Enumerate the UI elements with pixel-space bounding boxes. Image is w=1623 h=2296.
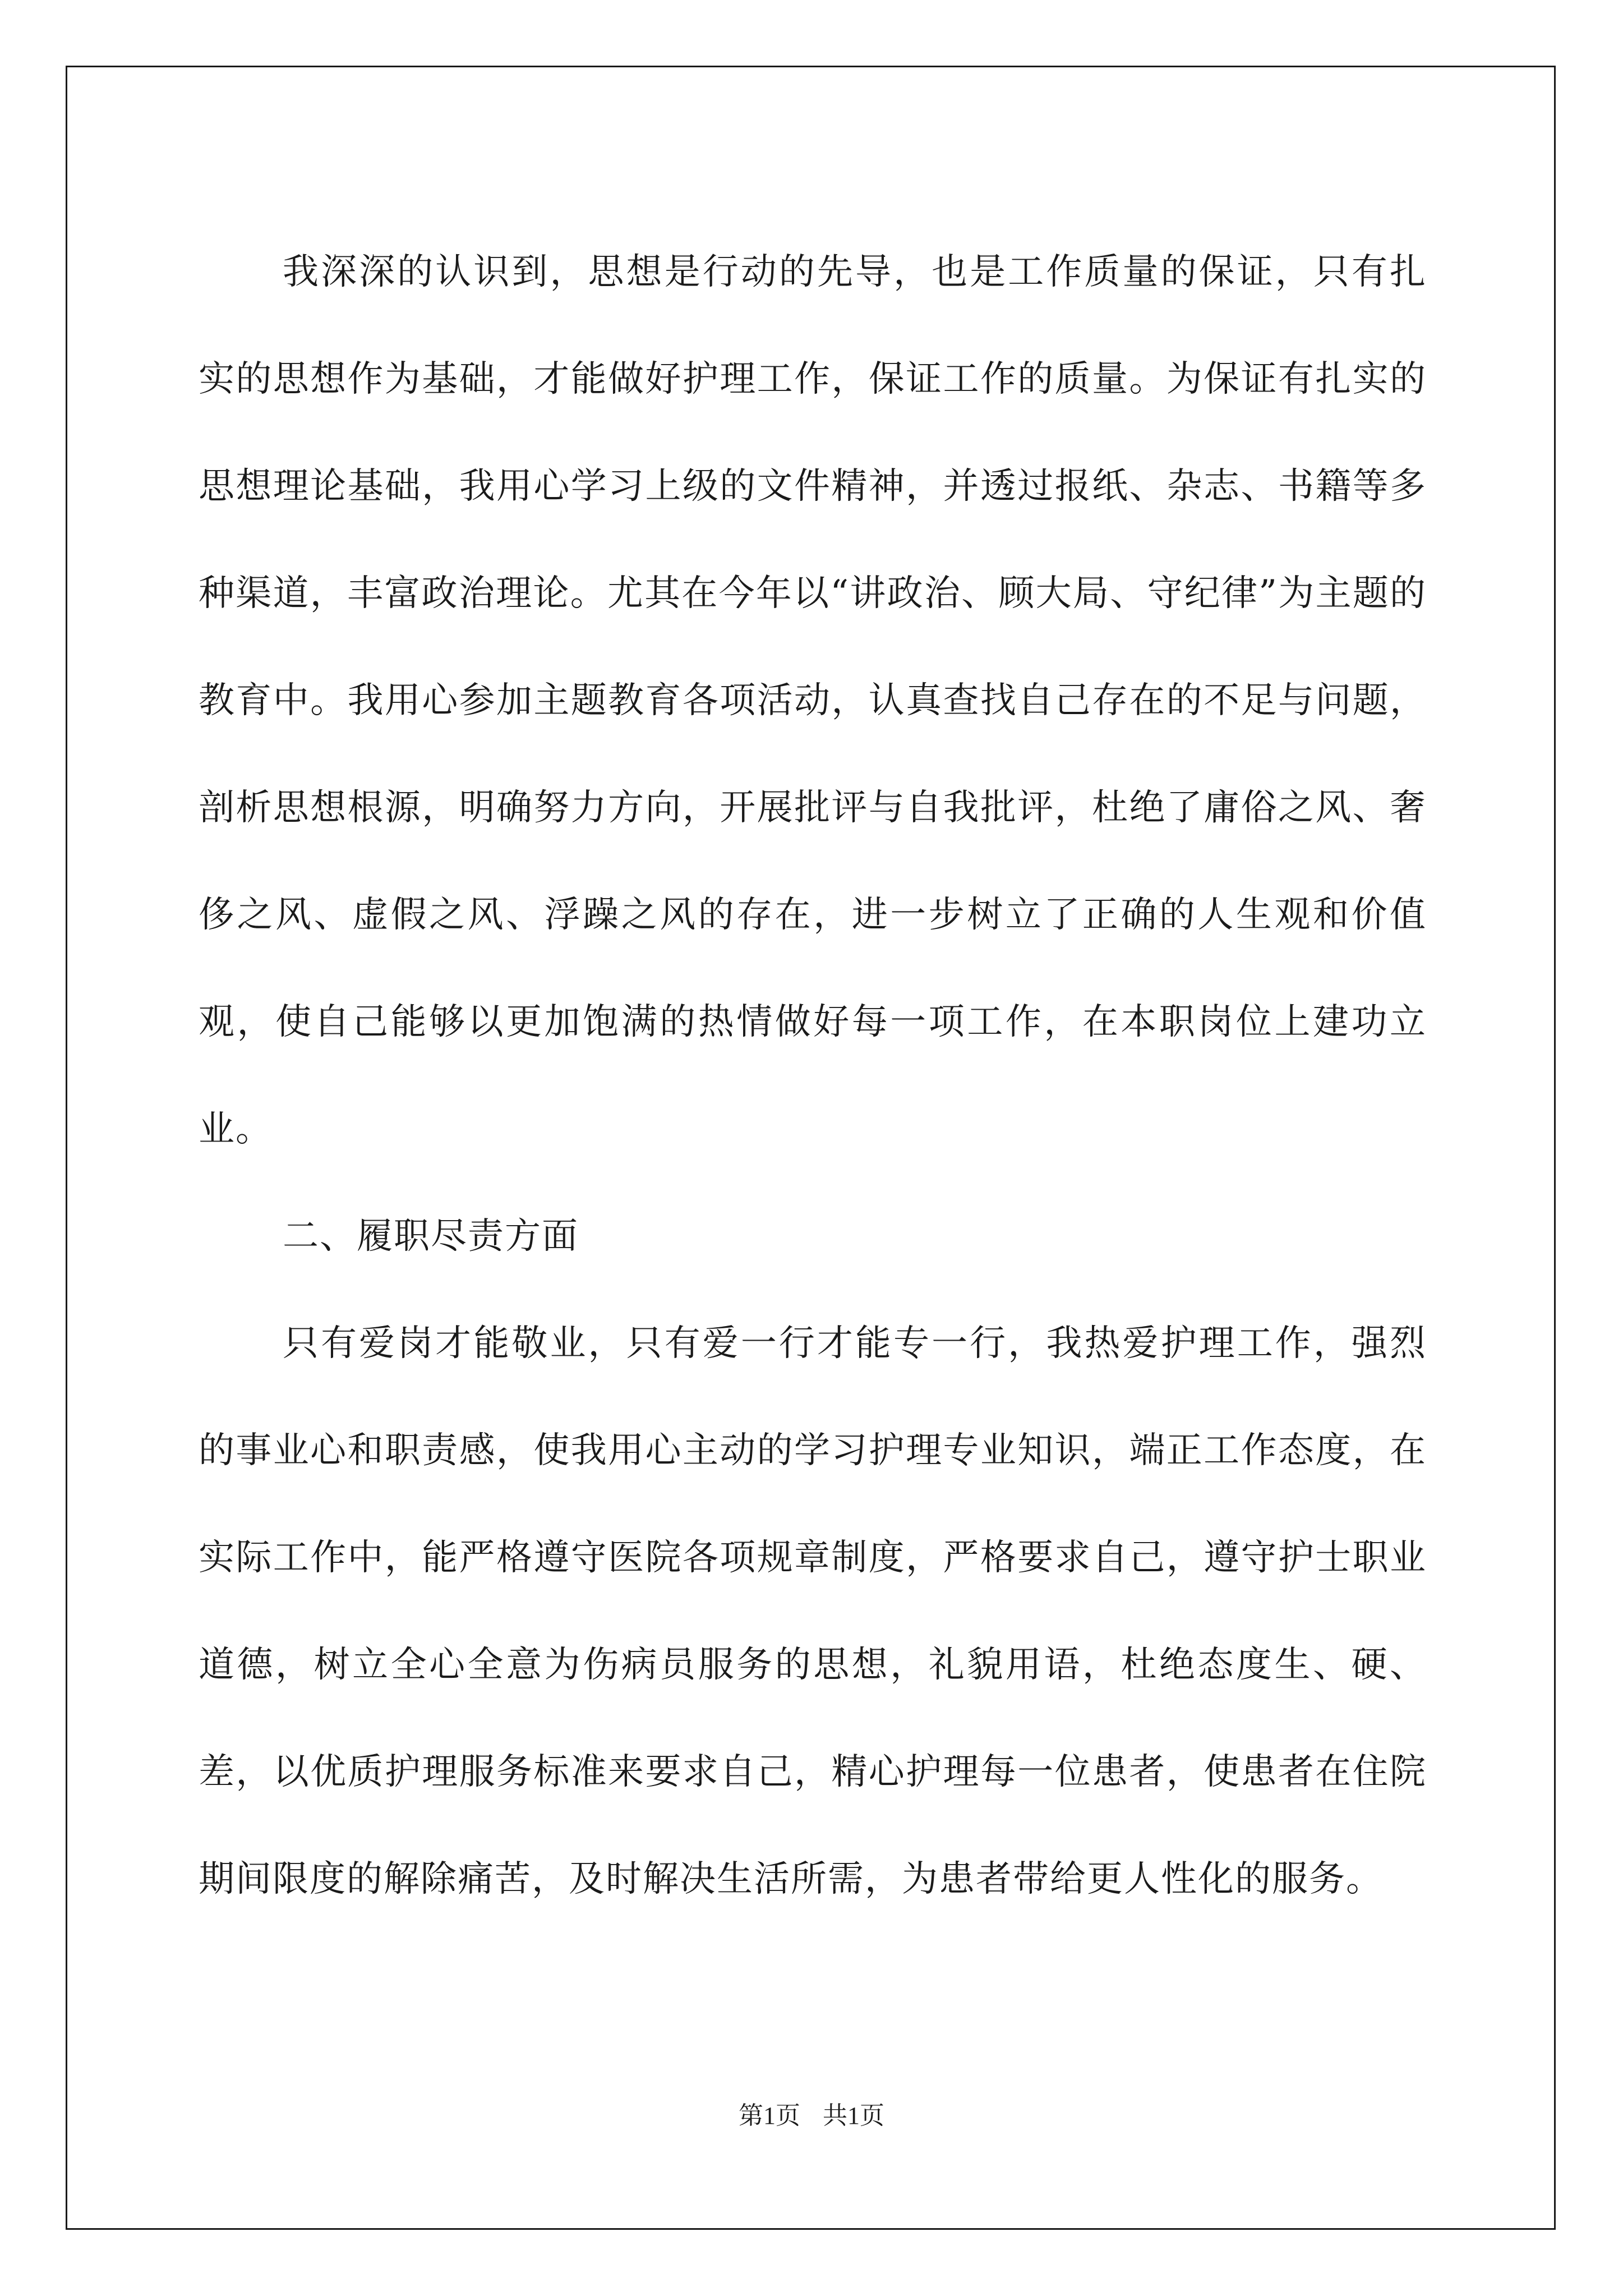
page-number: 第1页 xyxy=(739,2102,800,2129)
paragraph-thought: 我深深的认识到，思想是行动的先导，也是工作质量的保证，只有扎实的思想作为基础，才能做好护理工作，保证工作的质量。为保证有扎实的思想理论基础，我用心学习上级的文件精神，并透过报纸、杂志、书籍等多种渠道，丰富政治理论。尤其在今年以“讲政治、顾大局、守纪律”为主题的教育中。我用心参加主题教育各项活动，认真查找自己存在的不足与问题，剖析思想根源，明确努力方向，开展批评与自我批评，杜绝了庸俗之风、奢侈之风、虚假之风、浮躁之风的存在，进一步树立了正确的人生观和价值观，使自己能够以更加饱满的热情做好每一项工作，在本职岗位上建功立业。 xyxy=(199,251,1427,1150)
document-body xyxy=(199,219,1427,1933)
page-footer xyxy=(0,2095,1623,2131)
section-heading: 二、履职尽责方面 xyxy=(283,1216,579,1257)
total-pages: 共1页 xyxy=(823,2102,884,2129)
paragraph-duty: 只有爱岗才能敬业，只有爱一行才能专一行，我热爱护理工作，强烈的事业心和职责感，使我用心主动的学习护理专业知识，端正工作态度，在实际工作中，能严格遵守医院各项规章制度，严格要求自己，遵守护士职业道德，树立全心全意为伤病员服务的思想，礼貌用语，杜绝态度生、硬、差，以优质护理服务标准来要求自己，精心护理每一位患者，使患者在住院期间限度的解除痛苦，及时解决生活所需，为患者带给更人性化的服务。 xyxy=(199,1323,1427,1900)
